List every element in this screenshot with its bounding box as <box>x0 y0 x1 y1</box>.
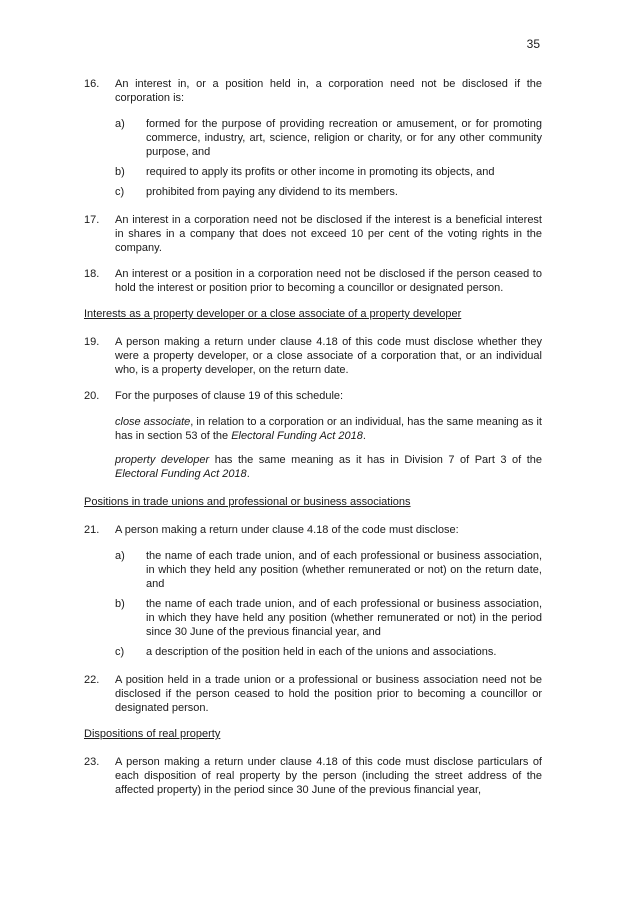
item-label: c) <box>115 186 125 198</box>
act-name: Electoral Funding Act 2018 <box>115 468 247 480</box>
item-text: the name of each trade union, and of each professional or business association, in which they held any position (whether remunerated or not) on the return date, and <box>146 550 542 590</box>
clause-20 <box>84 389 542 403</box>
clause-21-items <box>84 549 542 659</box>
clause-text: An interest in, or a position held in, a corporation need not be disclosed if the corporation is: <box>115 78 542 104</box>
list-item <box>115 165 542 179</box>
clause-16 <box>84 77 542 105</box>
clause-text: An interest or a position in a corporation need not be disclosed if the person ceased to hold the interest or position prior to becoming a councillor or designated person. <box>115 268 542 294</box>
item-label: a) <box>115 550 125 562</box>
defined-term: close associate <box>115 416 191 428</box>
clause-18 <box>84 267 542 295</box>
clause-number: 22. <box>84 674 100 686</box>
clause-22 <box>84 673 542 715</box>
clause-number: 19. <box>84 336 100 348</box>
clause-number: 20. <box>84 390 100 402</box>
clause-text: For the purposes of clause 19 of this schedule: <box>115 390 344 402</box>
section-heading-dispositions: Dispositions of real property <box>84 728 221 740</box>
list-item <box>115 549 542 591</box>
definition-text: , in relation to a corporation or an individual, has the same meaning as it has in section 53 of the <box>115 416 542 442</box>
page-number: 35 <box>526 37 540 51</box>
list-item <box>115 185 542 199</box>
document-body <box>84 77 542 809</box>
item-text: a description of the position held in each of the unions and associations. <box>146 646 497 658</box>
definition-end: . <box>246 468 250 480</box>
definition-property-developer <box>115 453 542 481</box>
clause-23 <box>84 755 542 797</box>
clause-text: A person making a return under clause 4.18 of this code must disclose particulars of each disposition of real property by the person (including the street address of the affected property) in the period since 30 June of the previous financial year, <box>115 756 542 796</box>
clause-number: 16. <box>84 78 100 90</box>
defined-term: property developer <box>115 454 210 466</box>
clause-number: 23. <box>84 756 100 768</box>
item-text: prohibited from paying any dividend to its members. <box>146 186 398 198</box>
clause-text: An interest in a corporation need not be disclosed if the interest is a beneficial interest in shares in a company that does not exceed 10 per cent of the voting rights in the company. <box>115 214 542 254</box>
act-name: Electoral Funding Act 2018 <box>231 430 363 442</box>
definition-text: has the same meaning as it has in Division 7 of Part 3 of the <box>209 454 542 466</box>
clause-17 <box>84 213 542 255</box>
clause-number: 17. <box>84 214 100 226</box>
section-heading-trade-unions: Positions in trade unions and professional or business associations <box>84 496 411 508</box>
list-item <box>115 117 542 159</box>
definition-close-associate <box>115 415 542 443</box>
clause-text: A person making a return under clause 4.18 of this code must disclose whether they were a property developer, or a close associate of a corporation that, or an individual who, is a property developer, on the return date. <box>115 336 542 376</box>
clause-text: A position held in a trade union or a professional or business association need not be disclosed if the person ceased to hold the position prior to becoming a councillor or designated person. <box>115 674 542 714</box>
item-label: b) <box>115 598 125 610</box>
clause-text: A person making a return under clause 4.18 of the code must disclose: <box>115 524 459 536</box>
clause-19 <box>84 335 542 377</box>
item-text: required to apply its profits or other income in promoting its objects, and <box>146 166 495 178</box>
item-text: formed for the purpose of providing recreation or amusement, or for promoting commerce, industry, art, science, religion or charity, or for any other community purpose, and <box>146 118 542 158</box>
clause-16-items <box>84 117 542 199</box>
item-text: the name of each trade union, and of each professional or business association, in which they have held any position (whether remunerated or not) in the period since 30 June of the previous financial year, and <box>146 598 542 638</box>
definition-end: . <box>362 430 366 442</box>
list-item <box>115 645 542 659</box>
item-label: b) <box>115 166 125 178</box>
section-heading-property-developer: Interests as a property developer or a close associate of a property developer <box>84 308 462 320</box>
clause-number: 18. <box>84 268 100 280</box>
clause-number: 21. <box>84 524 100 536</box>
clause-21 <box>84 523 542 537</box>
list-item <box>115 597 542 639</box>
item-label: a) <box>115 118 125 130</box>
item-label: c) <box>115 646 125 658</box>
